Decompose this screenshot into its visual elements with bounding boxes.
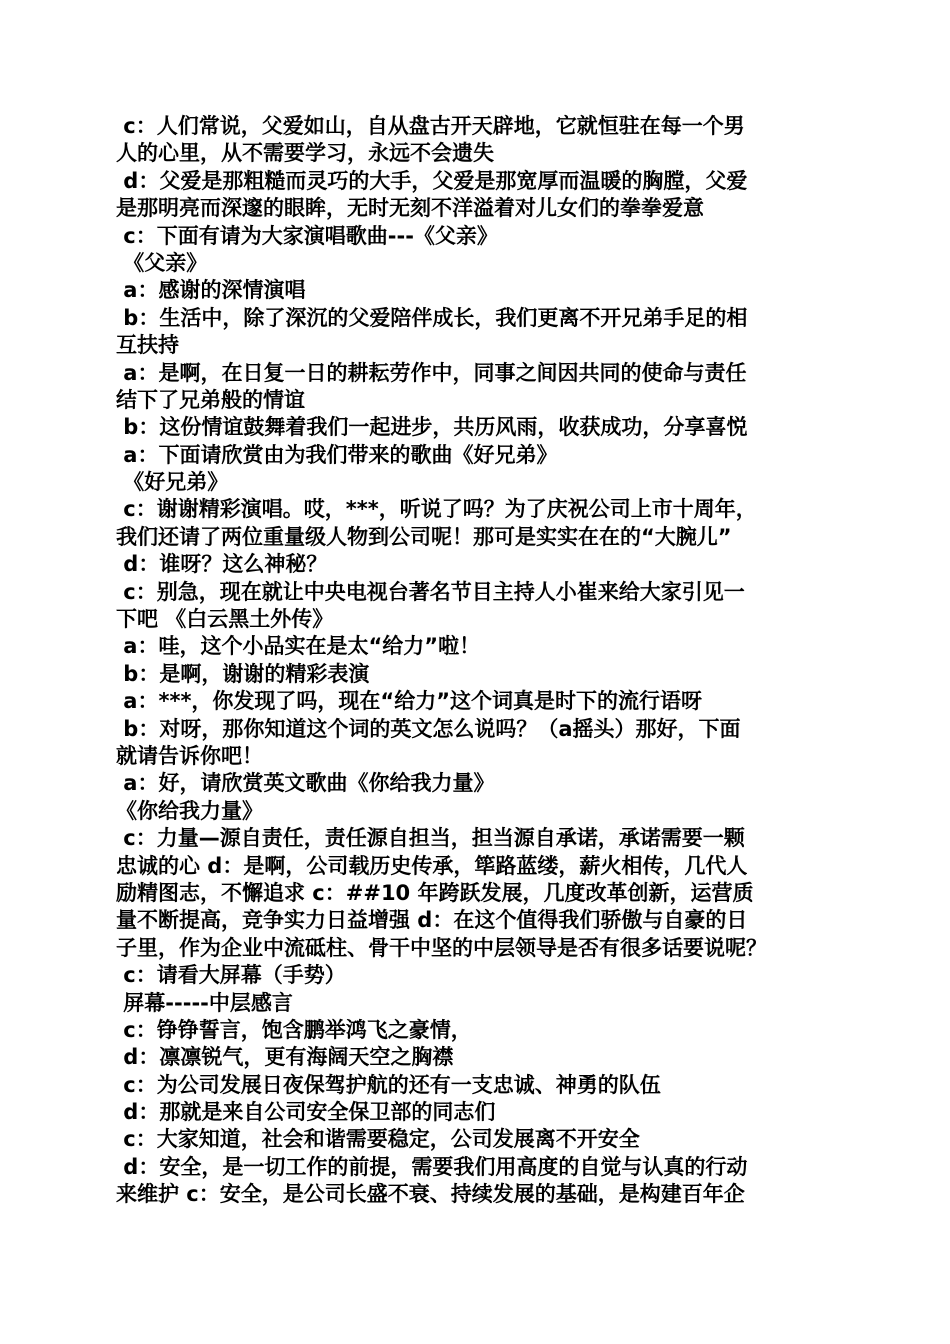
script-line: 励精图志，不懈追求 c：##10 年跨跃发展，几度改革创新，运营质 xyxy=(116,880,754,905)
script-line: 我们还请了两位重量级人物到公司呢！那可是实实在在的“大腕儿” xyxy=(116,524,732,549)
script-line: b：是啊，谢谢的精彩表演 xyxy=(116,661,370,686)
script-line: a：哇，这个小品实在是太“给力”啦！ xyxy=(116,634,481,659)
script-line: c：人们常说，父爱如山，自从盘古开天辟地，它就恒驻在每一个男 xyxy=(116,114,745,138)
script-line: c：请看大屏幕（手势） xyxy=(116,963,346,988)
script-line: 《你给我力量》 xyxy=(116,798,263,823)
script-line: a：是啊，在日复一日的耕耘劳作中，同事之间因共同的使命与责任 xyxy=(116,360,747,385)
script-line: b：这份情谊鼓舞着我们一起进步，共历风雨，收获成功，分享喜悦 xyxy=(116,415,748,440)
script-line: 量不断提高，竞争实力日益增强 d：在这个值得我们骄傲与自豪的日 xyxy=(116,908,748,933)
script-line: d：凛凛锐气，更有海阔天空之胸襟 xyxy=(116,1045,454,1070)
script-line: 子里，作为企业中流砥柱、骨干中坚的中层领导是否有很多话要说呢？ xyxy=(116,935,767,960)
script-line: c：谢谢精彩演唱。哎，***，听说了吗？为了庆祝公司上市十周年， xyxy=(116,497,757,522)
script-line: c：大家知道，社会和谐需要稳定，公司发展离不开安全 xyxy=(116,1127,640,1152)
script-line: 《好兄弟》 xyxy=(116,470,229,495)
script-line: d：那就是来自公司安全保卫部的同志们 xyxy=(116,1100,496,1125)
script-line: c：铮铮誓言，饱含鹏举鸿飞之豪情， xyxy=(116,1017,472,1042)
script-line: a：下面请欣赏由为我们带来的歌曲《好兄弟》 xyxy=(116,442,558,467)
script-line: 屏幕-----中层感言 xyxy=(116,990,293,1015)
script-line: 来维护 c：安全，是公司长盛不衰、持续发展的基础，是构建百年企 xyxy=(116,1182,745,1207)
script-line: b：对呀，那你知道这个词的英文怎么说吗？（a摇头）那好，下面 xyxy=(116,716,741,741)
script-line: 是那明亮而深邃的眼眸，无时无刻不洋溢着对儿女们的拳拳爱意 xyxy=(116,196,704,221)
script-line: 就请告诉你吧！ xyxy=(116,743,263,768)
script-line: 忠诚的心 d：是啊，公司载历史传承，筚路蓝缕，薪火相传，几代人 xyxy=(116,853,748,878)
script-line: c：别急，现在就让中央电视台著名节目主持人小崔来给大家引见一 xyxy=(116,579,745,604)
script-line: c：为公司发展日夜保驾护航的还有一支忠诚、神勇的队伍 xyxy=(116,1072,661,1097)
script-line: 结下了兄弟般的情谊 xyxy=(116,387,305,412)
script-line: d：父爱是那粗糙而灵巧的大手，父爱是那宽厚而温暖的胸膛，父爱 xyxy=(116,168,748,193)
script-line: b：生活中，除了深沉的父爱陪伴成长，我们更离不开兄弟手足的相 xyxy=(116,305,748,330)
script-line: a：***，你发现了吗，现在“给力”这个词真是时下的流行语呀 xyxy=(116,689,703,714)
script-line: a：好，请欣赏英文歌曲《你给我力量》 xyxy=(116,771,495,796)
script-page xyxy=(116,113,856,1209)
script-line: c：力量—源自责任，责任源自担当，担当源自承诺，承诺需要一颗 xyxy=(116,826,745,851)
script-line: d：谁呀？这么神秘？ xyxy=(116,552,328,577)
script-line: 下吧 《白云黑土外传》 xyxy=(116,607,334,632)
script-line: 互扶持 xyxy=(116,333,179,358)
script-line: c：下面有请为大家演唱歌曲---《父亲》 xyxy=(116,223,498,248)
script-line: 《父亲》 xyxy=(116,250,208,275)
script-line: 人的心里，从不需要学习，永远不会遗失 xyxy=(116,141,494,166)
script-line: a：感谢的深情演唱 xyxy=(116,278,306,303)
script-line: d：安全，是一切工作的前提，需要我们用高度的自觉与认真的行动 xyxy=(116,1154,748,1179)
